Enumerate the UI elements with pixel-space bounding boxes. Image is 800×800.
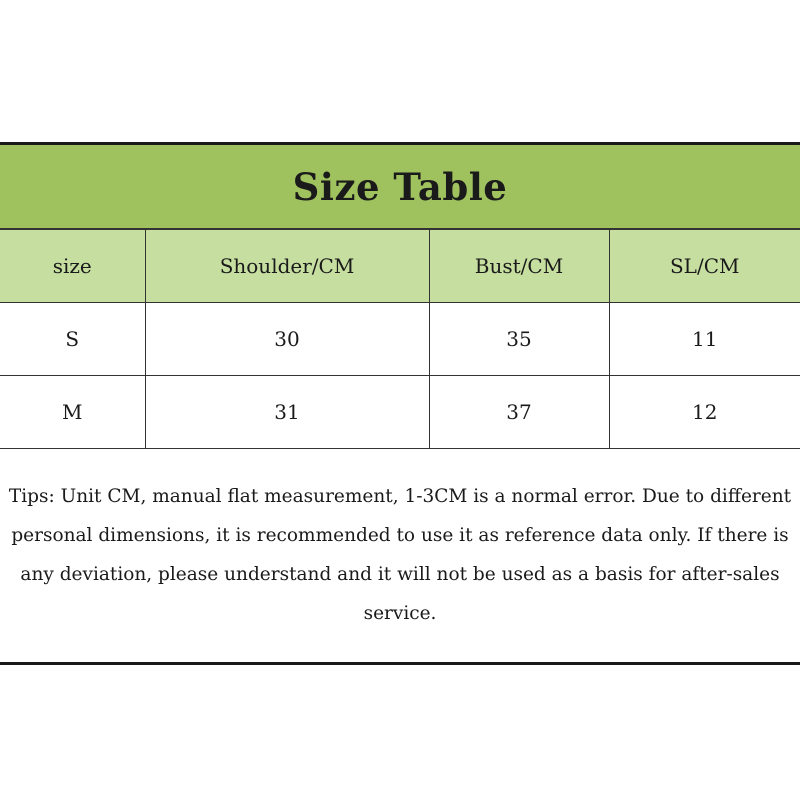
column-header-shoulder: Shoulder/CM [145, 230, 429, 303]
cell-bust: 35 [429, 303, 609, 376]
table-header-row [0, 230, 800, 303]
cell-shoulder: 31 [145, 376, 429, 449]
cell-size: S [0, 303, 145, 376]
column-header-size: size [0, 230, 145, 303]
table-title: Size Table [292, 164, 508, 209]
column-header-bust: Bust/CM [429, 230, 609, 303]
size-table [0, 229, 800, 449]
tips-box [0, 448, 800, 662]
tips-text: Tips: Unit CM, manual flat measurement, 1-3CM is a normal error. Due to different personal dimensions, it is recommended to use it as reference data only. If there is any deviation, please understand and it will not be used as a basis for after-sales service. [8, 486, 792, 624]
cell-sl: 12 [609, 376, 800, 449]
cell-bust: 37 [429, 376, 609, 449]
column-header-sl: SL/CM [609, 230, 800, 303]
cell-sl: 11 [609, 303, 800, 376]
table-row [0, 303, 800, 376]
title-bar [0, 145, 800, 229]
cell-size: M [0, 376, 145, 449]
size-table-sheet [0, 142, 800, 665]
cell-shoulder: 30 [145, 303, 429, 376]
table-row [0, 376, 800, 449]
